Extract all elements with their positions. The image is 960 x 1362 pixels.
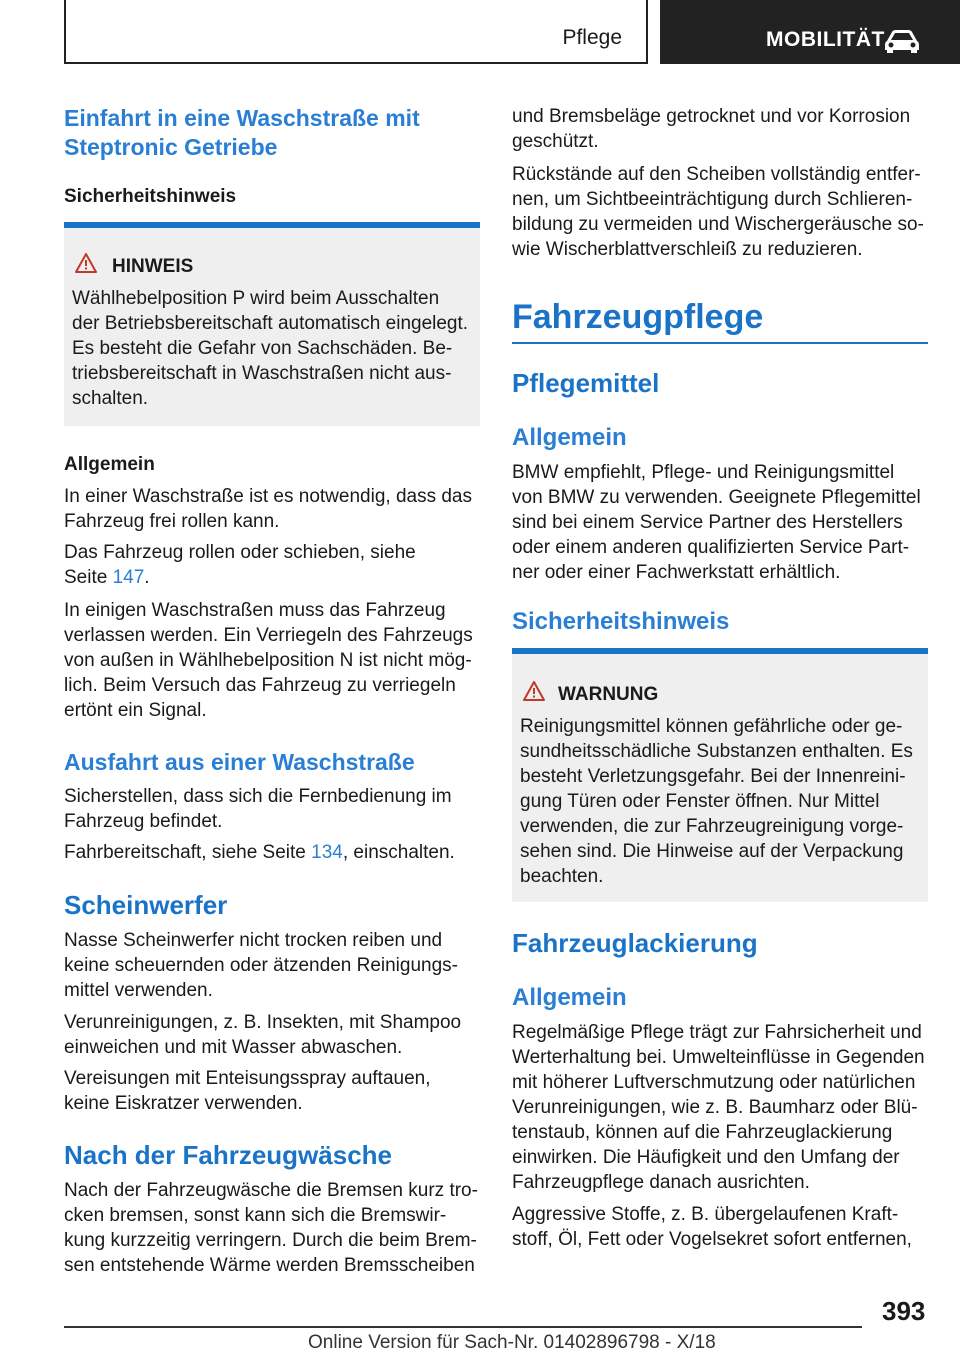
paragraph bbox=[64, 598, 473, 723]
text-line: Nach der Fahrzeugwäsche die Bremsen kurz tro- bbox=[64, 1180, 478, 1201]
text-line: cken bremsen, sonst kann sich die Bremswir- bbox=[64, 1205, 447, 1226]
paragraph bbox=[64, 540, 416, 590]
footer-text: Online Version für Sach-Nr. 01402896798 - X/18 bbox=[308, 1332, 716, 1353]
heading-scheinwerfer: Scheinwerfer bbox=[64, 890, 228, 920]
text-line: Sicherstellen, dass sich die Fernbedienung im bbox=[64, 786, 452, 807]
text-line bbox=[64, 565, 416, 590]
paragraph bbox=[64, 1010, 461, 1060]
text-line: einweichen und mit Wasser abwaschen. bbox=[64, 1037, 403, 1058]
text-line: Es besteht die Gefahr von Sachschäden. Be- bbox=[72, 338, 453, 359]
text-line: sehen sind. Die Hinweise auf der Verpackung bbox=[520, 841, 904, 862]
text-line: In einer Waschstraße ist es notwendig, dass das bbox=[64, 486, 472, 507]
text-line: Rückstände auf den Scheiben vollständig entfer- bbox=[512, 164, 921, 185]
heading-line: Einfahrt in eine Waschstraße mit bbox=[64, 105, 420, 131]
paragraph bbox=[64, 784, 452, 834]
text-line: sundheitsschädliche Substanzen enthalten. Es bbox=[520, 741, 913, 762]
text-line: beachten. bbox=[520, 866, 604, 887]
text-line: bildung zu vermeiden und Wischergeräusche so- bbox=[512, 214, 924, 235]
main-title: Fahrzeugpflege bbox=[512, 298, 764, 336]
text-line: Fahrzeug befindet. bbox=[64, 811, 223, 832]
text-line: von außen in Wählhebelposition N ist nicht mög- bbox=[64, 650, 472, 671]
text-line: Regelmäßige Pflege trägt zur Fahrsicherheit und bbox=[512, 1022, 922, 1043]
chapter-tab bbox=[660, 0, 960, 64]
warning-text bbox=[520, 714, 913, 889]
text-line: und Bremsbeläge getrocknet und vor Korrosion bbox=[512, 106, 911, 127]
text-fragment: , einschalten. bbox=[342, 842, 455, 863]
header-section-box bbox=[64, 0, 648, 64]
text-line: mittel verwenden. bbox=[64, 980, 213, 1001]
text-line: gung Türen oder Fenster öffnen. Nur Mittel bbox=[520, 791, 880, 812]
text-line: von BMW zu verwenden. Geeignete Pflegemittel bbox=[512, 487, 921, 508]
heading-allgemein: Allgemein bbox=[512, 424, 627, 451]
safety-heading: Sicherheitshinweis bbox=[512, 608, 730, 635]
paragraph bbox=[512, 1202, 912, 1252]
paragraph bbox=[64, 1178, 478, 1278]
text-line: verlassen werden. Ein Verriegeln des Fahrzeugs bbox=[64, 625, 473, 646]
text-line: sind bei einem Service Partner des Herstellers bbox=[512, 512, 903, 533]
notice-box bbox=[64, 222, 480, 426]
allgemein-heading: Allgemein bbox=[64, 454, 155, 475]
text-line: verwenden, die zur Fahrzeugreinigung vorge- bbox=[520, 816, 904, 837]
paragraph bbox=[64, 1066, 431, 1116]
notice-label: HINWEIS bbox=[112, 256, 194, 277]
text-line: tenstaub, können auf die Fahrzeuglackierung bbox=[512, 1122, 893, 1143]
text-line: In einigen Waschstraßen muss das Fahrzeug bbox=[64, 600, 446, 621]
text-line: Wählhebelposition P wird beim Ausschalten bbox=[72, 288, 440, 309]
warning-triangle-icon bbox=[74, 252, 98, 274]
paragraph bbox=[512, 162, 924, 262]
text-line: ner oder einer Fachwerkstatt erhältlich. bbox=[512, 562, 841, 583]
text-line: Nasse Scheinwerfer nicht trocken reiben und bbox=[64, 930, 443, 951]
text-line: schalten. bbox=[72, 388, 149, 409]
text-line: Fahrzeug frei rollen kann. bbox=[64, 511, 280, 532]
heading-einfahrt bbox=[64, 104, 420, 162]
text-line: sen entstehende Wärme werden Bremsscheiben bbox=[64, 1255, 475, 1276]
text-line: ertönt ein Signal. bbox=[64, 700, 207, 721]
paragraph bbox=[512, 104, 910, 154]
page-link[interactable]: 134 bbox=[311, 842, 343, 863]
car-icon bbox=[882, 28, 922, 54]
heading-lackierung: Fahrzeuglackierung bbox=[512, 928, 758, 958]
paragraph bbox=[64, 484, 472, 534]
paragraph bbox=[512, 460, 921, 585]
heading-nach-waesche: Nach der Fahrzeugwäsche bbox=[64, 1140, 392, 1170]
heading-pflegemittel: Pflegemittel bbox=[512, 368, 660, 398]
text-fragment: Seite bbox=[64, 567, 113, 588]
paragraph bbox=[512, 1020, 925, 1195]
heading-line: Steptronic Getriebe bbox=[64, 134, 278, 160]
text-line: BMW empfiehlt, Pflege- und Reinigungsmittel bbox=[512, 462, 895, 483]
text-line: Vereisungen mit Enteisungsspray auftauen, bbox=[64, 1068, 431, 1089]
warning-box bbox=[512, 648, 928, 902]
text-line: nen, um Sichtbeeinträchtigung durch Schlieren- bbox=[512, 189, 913, 210]
heading-allgemein: Allgemein bbox=[512, 984, 627, 1011]
text-line: triebsbereitschaft in Waschstraßen nicht aus- bbox=[72, 363, 452, 384]
paragraph bbox=[64, 928, 458, 1003]
text-line: geschützt. bbox=[512, 131, 599, 152]
warning-triangle-icon bbox=[522, 680, 546, 702]
text-line: Werterhaltung bei. Umwelteinflüsse in Gegenden bbox=[512, 1047, 925, 1068]
section-title: Pflege bbox=[562, 26, 622, 49]
text-line: kung kurzzeitig verringern. Durch die beim Brem- bbox=[64, 1230, 477, 1251]
text-line: Aggressive Stoffe, z. B. übergelaufenen Kraft- bbox=[512, 1204, 899, 1225]
text-fragment: . bbox=[144, 567, 150, 588]
chapter-title: MOBILITÄT bbox=[766, 28, 885, 51]
text-fragment: Fahrbereitschaft, siehe Seite bbox=[64, 842, 312, 863]
page-link[interactable]: 147 bbox=[112, 567, 145, 588]
page-number: 393 bbox=[882, 1296, 926, 1326]
warning-label: WARNUNG bbox=[558, 684, 659, 705]
safety-heading: Sicherheitshinweis bbox=[64, 186, 237, 207]
text-line: oder einem anderen qualifizierten Service Part- bbox=[512, 537, 910, 558]
title-rule bbox=[512, 342, 928, 344]
text-line: mit höherer Luftverschmutzung oder natürlichen bbox=[512, 1072, 916, 1093]
notice-text bbox=[72, 286, 468, 411]
text-line: wie Wischerblattverschleiß zu reduzieren. bbox=[512, 239, 863, 260]
text-line: einwirken. Die Häufigkeit und den Umfang der bbox=[512, 1147, 900, 1168]
text-line: keine Eiskratzer verwenden. bbox=[64, 1093, 303, 1114]
text-line: Das Fahrzeug rollen oder schieben, siehe bbox=[64, 542, 416, 563]
paragraph bbox=[64, 840, 455, 865]
text-line: Fahrzeugpflege danach ausrichten. bbox=[512, 1172, 810, 1193]
text-line: der Betriebsbereitschaft automatisch eingelegt. bbox=[72, 313, 469, 334]
footer-rule bbox=[64, 1326, 862, 1328]
text-line: Reinigungsmittel können gefährliche oder ge- bbox=[520, 716, 903, 737]
text-line: lich. Beim Versuch das Fahrzeug zu verriegeln bbox=[64, 675, 456, 696]
text-line: Verunreinigungen, z. B. Insekten, mit Shampoo bbox=[64, 1012, 462, 1033]
text-line: Verunreinigungen, wie z. B. Baumharz oder Blü- bbox=[512, 1097, 918, 1118]
text-line: keine scheuernden oder ätzenden Reinigungs- bbox=[64, 955, 458, 976]
text-line: besteht Verletzungsgefahr. Bei der Innenreini- bbox=[520, 766, 906, 787]
text-line: stoff, Öl, Fett oder Vogelsekret sofort entfernen, bbox=[512, 1229, 912, 1250]
heading-ausfahrt: Ausfahrt aus einer Waschstraße bbox=[64, 749, 415, 775]
